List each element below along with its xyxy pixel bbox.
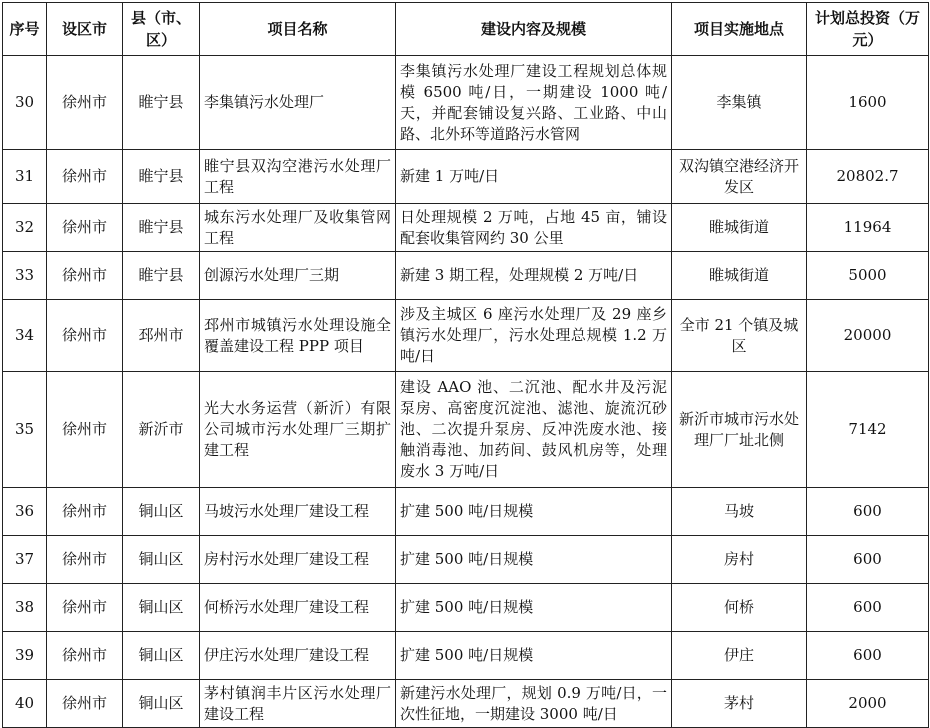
cell-county: 铜山区 bbox=[123, 536, 200, 584]
cell-content: 新建 3 期工程，处理规模 2 万吨/日 bbox=[396, 252, 672, 300]
cell-content: 日处理规模 2 万吨，占地 45 亩，铺设配套收集管网约 30 公里 bbox=[396, 204, 672, 252]
cell-content: 建设 AAO 池、二沉池、配水井及污泥泵房、高密度沉淀池、滤池、旋流沉砂池、二次提升泵房、反冲洗废水池、接触消毒池、加药间、鼓风机房等，处理废水 3 万吨/日 bbox=[396, 372, 672, 488]
cell-seq: 33 bbox=[3, 252, 47, 300]
cell-location: 马坡 bbox=[672, 488, 807, 536]
cell-county: 铜山区 bbox=[123, 632, 200, 680]
cell-city: 徐州市 bbox=[47, 252, 123, 300]
cell-name: 睢宁县双沟空港污水处理厂工程 bbox=[200, 150, 396, 204]
cell-city: 徐州市 bbox=[47, 204, 123, 252]
cell-location: 睢城街道 bbox=[672, 204, 807, 252]
cell-city: 徐州市 bbox=[47, 680, 123, 728]
cell-location: 全市 21 个镇及城区 bbox=[672, 300, 807, 372]
table-row bbox=[3, 584, 929, 632]
cell-name: 创源污水处理厂三期 bbox=[200, 252, 396, 300]
header-county: 县（市、区） bbox=[123, 3, 200, 56]
cell-seq: 31 bbox=[3, 150, 47, 204]
cell-name: 何桥污水处理厂建设工程 bbox=[200, 584, 396, 632]
cell-city: 徐州市 bbox=[47, 632, 123, 680]
table-row bbox=[3, 536, 929, 584]
cell-investment: 600 bbox=[807, 536, 929, 584]
cell-county: 铜山区 bbox=[123, 584, 200, 632]
cell-investment: 600 bbox=[807, 584, 929, 632]
cell-county: 睢宁县 bbox=[123, 56, 200, 150]
cell-city: 徐州市 bbox=[47, 372, 123, 488]
cell-location: 李集镇 bbox=[672, 56, 807, 150]
table-row bbox=[3, 252, 929, 300]
cell-city: 徐州市 bbox=[47, 56, 123, 150]
cell-county: 邳州市 bbox=[123, 300, 200, 372]
cell-content: 李集镇污水处理厂建设工程规划总体规模 6500 吨/日，一期建设 1000 吨/天，并配套铺设复兴路、工业路、中山路、北外环等道路污水管网 bbox=[396, 56, 672, 150]
cell-content: 扩建 500 吨/日规模 bbox=[396, 632, 672, 680]
cell-seq: 39 bbox=[3, 632, 47, 680]
header-content: 建设内容及规模 bbox=[396, 3, 672, 56]
table-row bbox=[3, 300, 929, 372]
cell-investment: 1600 bbox=[807, 56, 929, 150]
cell-location: 睢城街道 bbox=[672, 252, 807, 300]
cell-county: 铜山区 bbox=[123, 680, 200, 728]
cell-location: 茅村 bbox=[672, 680, 807, 728]
cell-name: 李集镇污水处理厂 bbox=[200, 56, 396, 150]
cell-county: 新沂市 bbox=[123, 372, 200, 488]
cell-name: 茅村镇润丰片区污水处理厂建设工程 bbox=[200, 680, 396, 728]
cell-investment: 2000 bbox=[807, 680, 929, 728]
cell-city: 徐州市 bbox=[47, 488, 123, 536]
cell-investment: 5000 bbox=[807, 252, 929, 300]
cell-seq: 35 bbox=[3, 372, 47, 488]
cell-content: 扩建 500 吨/日规模 bbox=[396, 536, 672, 584]
cell-county: 铜山区 bbox=[123, 488, 200, 536]
cell-city: 徐州市 bbox=[47, 584, 123, 632]
cell-seq: 38 bbox=[3, 584, 47, 632]
cell-name: 光大水务运营（新沂）有限公司城市污水处理厂三期扩建工程 bbox=[200, 372, 396, 488]
cell-location: 双沟镇空港经济开发区 bbox=[672, 150, 807, 204]
header-row bbox=[3, 3, 929, 56]
cell-location: 房村 bbox=[672, 536, 807, 584]
cell-seq: 40 bbox=[3, 680, 47, 728]
cell-content: 扩建 500 吨/日规模 bbox=[396, 584, 672, 632]
cell-county: 睢宁县 bbox=[123, 204, 200, 252]
table-row bbox=[3, 488, 929, 536]
cell-seq: 37 bbox=[3, 536, 47, 584]
cell-location: 伊庄 bbox=[672, 632, 807, 680]
cell-content: 新建污水处理厂，规划 0.9 万吨/日，一次性征地，一期建设 3000 吨/日 bbox=[396, 680, 672, 728]
cell-content: 涉及主城区 6 座污水处理厂及 29 座乡镇污水处理厂，污水处理总规模 1.2 万吨/日 bbox=[396, 300, 672, 372]
header-city: 设区市 bbox=[47, 3, 123, 56]
cell-name: 伊庄污水处理厂建设工程 bbox=[200, 632, 396, 680]
cell-name: 马坡污水处理厂建设工程 bbox=[200, 488, 396, 536]
header-investment: 计划总投资（万元） bbox=[807, 3, 929, 56]
cell-name: 城东污水处理厂及收集管网工程 bbox=[200, 204, 396, 252]
cell-location: 新沂市城市污水处理厂厂址北侧 bbox=[672, 372, 807, 488]
header-name: 项目名称 bbox=[200, 3, 396, 56]
cell-content: 扩建 500 吨/日规模 bbox=[396, 488, 672, 536]
table-row bbox=[3, 56, 929, 150]
cell-investment: 7142 bbox=[807, 372, 929, 488]
cell-investment: 600 bbox=[807, 488, 929, 536]
project-table bbox=[2, 2, 929, 728]
cell-content: 新建 1 万吨/日 bbox=[396, 150, 672, 204]
cell-seq: 30 bbox=[3, 56, 47, 150]
cell-city: 徐州市 bbox=[47, 536, 123, 584]
cell-seq: 34 bbox=[3, 300, 47, 372]
cell-seq: 32 bbox=[3, 204, 47, 252]
table-row bbox=[3, 372, 929, 488]
cell-city: 徐州市 bbox=[47, 300, 123, 372]
cell-investment: 11964 bbox=[807, 204, 929, 252]
cell-investment: 600 bbox=[807, 632, 929, 680]
table-row bbox=[3, 204, 929, 252]
cell-seq: 36 bbox=[3, 488, 47, 536]
header-location: 项目实施地点 bbox=[672, 3, 807, 56]
header-seq: 序号 bbox=[3, 3, 47, 56]
table-row bbox=[3, 680, 929, 728]
cell-location: 何桥 bbox=[672, 584, 807, 632]
table-row bbox=[3, 632, 929, 680]
cell-investment: 20000 bbox=[807, 300, 929, 372]
cell-name: 邳州市城镇污水处理设施全覆盖建设工程 PPP 项目 bbox=[200, 300, 396, 372]
cell-name: 房村污水处理厂建设工程 bbox=[200, 536, 396, 584]
cell-investment: 20802.7 bbox=[807, 150, 929, 204]
table-row bbox=[3, 150, 929, 204]
cell-county: 睢宁县 bbox=[123, 252, 200, 300]
cell-county: 睢宁县 bbox=[123, 150, 200, 204]
cell-city: 徐州市 bbox=[47, 150, 123, 204]
